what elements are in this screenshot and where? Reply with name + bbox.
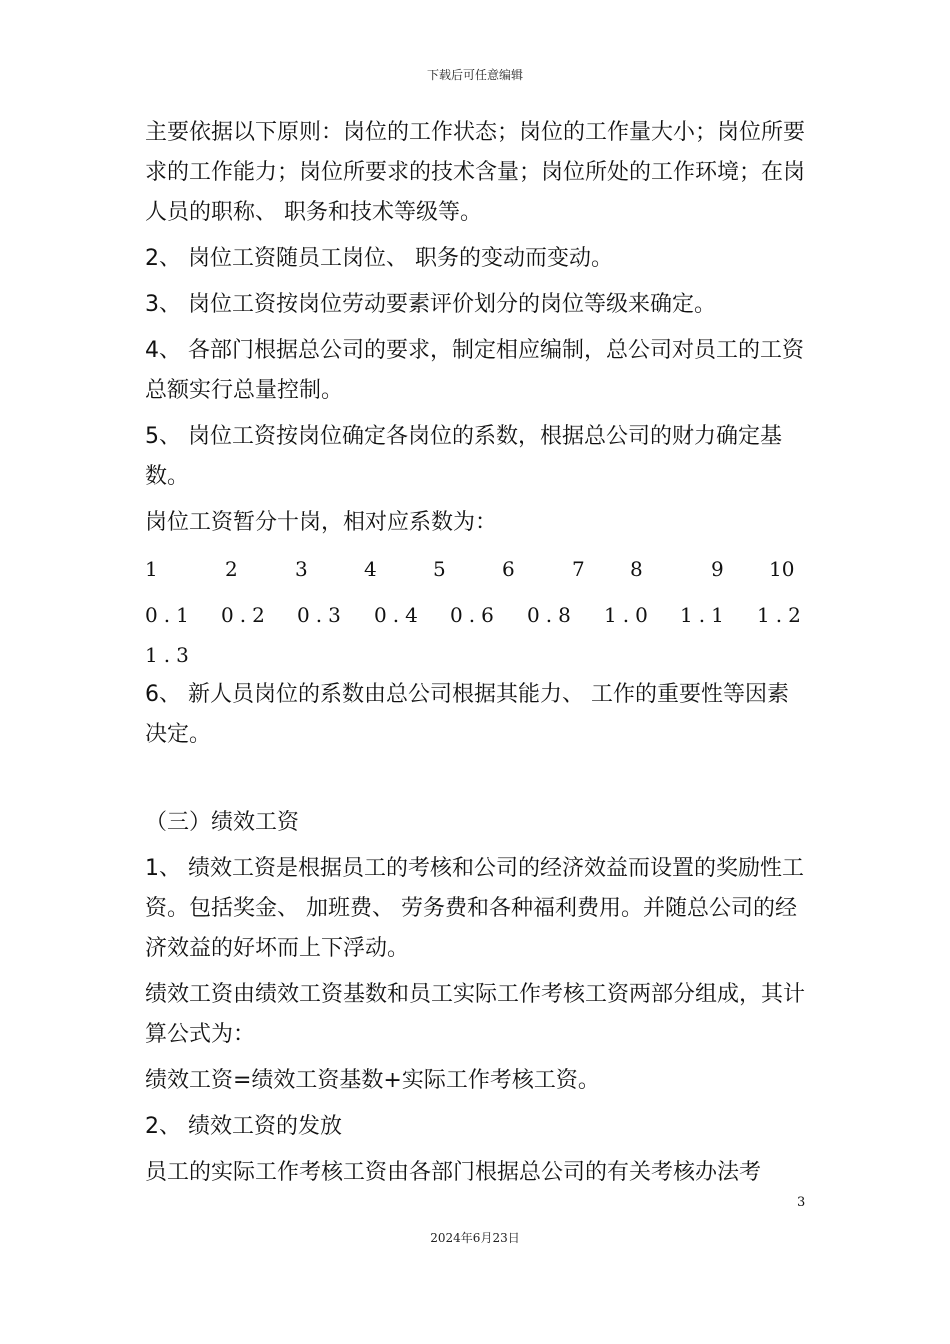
level-number: 1	[145, 557, 158, 581]
level-number: 2	[225, 557, 238, 581]
paragraph: 员工的实际工作考核工资由各部门根据总公司的有关考核办法考	[145, 1160, 762, 1185]
coefficient: 0.8	[527, 603, 577, 627]
level-number: 10	[769, 557, 795, 581]
section-title: （三）绩效工资	[145, 810, 300, 835]
level-number: 4	[364, 557, 377, 581]
coefficient: 1.3	[145, 643, 195, 667]
coefficient: 0.3	[297, 603, 347, 627]
level-number: 8	[630, 557, 643, 581]
coefficient-row	[145, 595, 807, 635]
coefficient: 0.4	[374, 603, 424, 627]
coefficient: 0.6	[450, 603, 500, 627]
level-number: 7	[572, 557, 585, 581]
level-number: 6	[502, 557, 515, 581]
paragraph: 2、 岗位工资随员工岗位、 职务的变动而变动。	[145, 246, 613, 271]
paragraph: 1、 绩效工资是根据员工的考核和公司的经济效益而设置的奖励性工资。包括奖金、 加班费、 劳务费和各种福利费用。并随总公司的经济效益的好坏而上下浮动。	[145, 856, 804, 961]
coefficient: 1.0	[604, 603, 654, 627]
coefficient: 1.1	[680, 603, 730, 627]
page-number: 3	[797, 1195, 806, 1210]
paragraph: 绩效工资=绩效工资基数+实际工作考核工资。	[145, 1068, 600, 1093]
level-number: 3	[295, 557, 308, 581]
document-body	[145, 113, 807, 1199]
page-header: 下载后可任意编辑	[426, 68, 523, 82]
paragraph: 6、 新人员岗位的系数由总公司根据其能力、 工作的重要性等因素决定。	[145, 682, 789, 747]
coefficient: 1.2	[757, 603, 807, 627]
level-number-row	[145, 549, 807, 595]
paragraph: 2、 绩效工资的发放	[145, 1114, 342, 1139]
page-footer-date: 2024年6月23日	[430, 1231, 520, 1245]
paragraph: 4、 各部门根据总公司的要求，制定相应编制，总公司对员工的工资总额实行总量控制。	[145, 338, 804, 403]
paragraph: 5、 岗位工资按岗位确定各岗位的系数，根据总公司的财力确定基数。	[145, 424, 782, 489]
paragraph: 主要依据以下原则：岗位的工作状态；岗位的工作量大小；岗位所要求的工作能力；岗位所要求的技术含量；岗位所处的工作环境；在岗人员的职称、 职务和技术等级等。	[145, 120, 806, 225]
coefficient-row	[145, 635, 807, 675]
level-number: 9	[711, 557, 724, 581]
paragraph: 3、 岗位工资按岗位劳动要素评价划分的岗位等级来确定。	[145, 292, 716, 317]
coefficient: 0.1	[145, 603, 195, 627]
paragraph: 绩效工资由绩效工资基数和员工实际工作考核工资两部分组成，其计算公式为：	[145, 982, 806, 1047]
paragraph: 岗位工资暂分十岗，相对应系数为：	[145, 510, 498, 535]
coefficient: 0.2	[221, 603, 271, 627]
level-number: 5	[433, 557, 446, 581]
